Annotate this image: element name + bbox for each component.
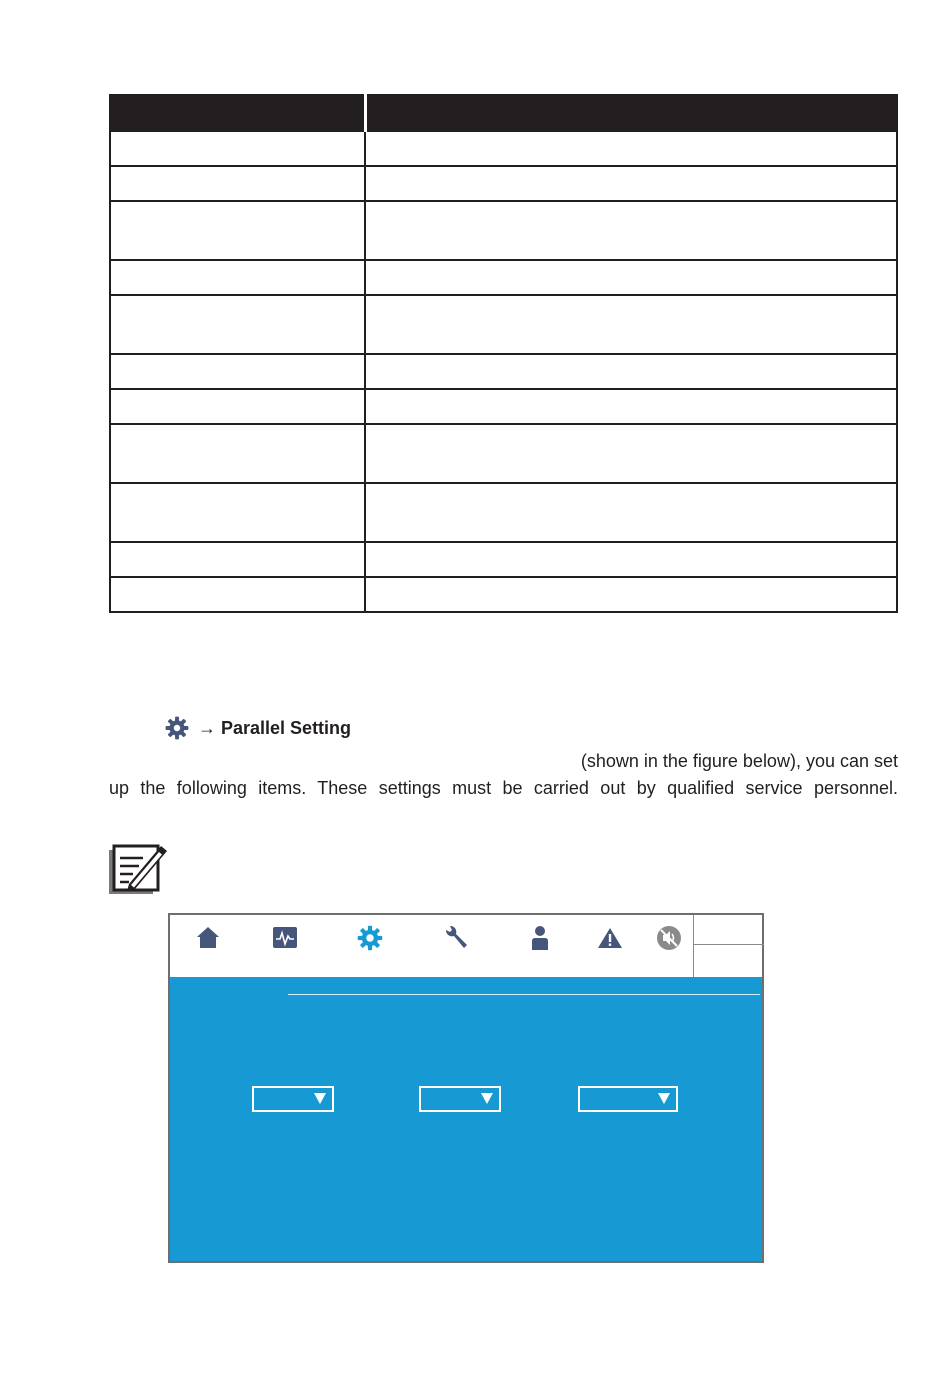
table-row — [110, 295, 897, 354]
table-cell — [365, 389, 897, 424]
paragraph-line: (shown in the figure below), you can set — [580, 751, 898, 771]
heading-text: → Parallel Setting — [198, 717, 352, 738]
table-cell — [110, 389, 365, 424]
table-row — [110, 354, 897, 389]
monitor-icon[interactable] — [270, 923, 300, 953]
dropdown-arrow-icon — [481, 1093, 493, 1104]
table-cell — [365, 424, 897, 483]
table-cell — [365, 131, 897, 166]
table-cell — [110, 260, 365, 295]
table-cell — [365, 295, 897, 354]
parallel-dropdown-3[interactable] — [578, 1086, 678, 1112]
section-heading — [164, 715, 351, 741]
status-box-divider — [694, 944, 764, 945]
table-cell — [110, 201, 365, 260]
table-cell — [365, 201, 897, 260]
home-icon[interactable] — [193, 923, 223, 953]
settings-gear-icon — [164, 715, 190, 741]
dropdown-arrow-icon — [314, 1093, 326, 1104]
title-underline — [288, 994, 760, 995]
table-row — [110, 389, 897, 424]
table-row — [110, 260, 897, 295]
table-row — [110, 424, 897, 483]
warning-icon[interactable] — [595, 923, 625, 953]
dropdown-arrow-icon — [658, 1093, 670, 1104]
note-pencil-icon — [107, 840, 169, 896]
table-cell — [110, 166, 365, 201]
spec-table — [109, 94, 898, 613]
parallel-dropdown-1[interactable] — [252, 1086, 334, 1112]
table-header-cell — [365, 95, 897, 131]
table-cell — [110, 424, 365, 483]
top-nav-bar — [170, 915, 762, 977]
table-row — [110, 131, 897, 166]
table-cell — [365, 354, 897, 389]
status-box — [693, 915, 764, 977]
table-row — [110, 483, 897, 542]
table-row — [110, 542, 897, 577]
settings-gear-icon[interactable] — [355, 923, 385, 953]
table-cell — [110, 295, 365, 354]
table-cell — [110, 131, 365, 166]
table-cell — [365, 483, 897, 542]
settings-panel — [170, 977, 762, 1261]
paragraph-line: up the following items. These settings must be carried out by qualified service personnel. — [109, 778, 898, 798]
table-row — [110, 166, 897, 201]
table-cell — [365, 542, 897, 577]
table-cell — [365, 166, 897, 201]
mute-icon[interactable] — [654, 923, 684, 953]
wrench-icon[interactable] — [441, 923, 471, 953]
table-header-row — [110, 95, 897, 131]
table-header-cell — [110, 95, 365, 131]
user-icon[interactable] — [525, 923, 555, 953]
table-cell — [110, 354, 365, 389]
table-cell — [365, 577, 897, 612]
table-cell — [110, 483, 365, 542]
table-cell — [110, 542, 365, 577]
table-cell — [110, 577, 365, 612]
table-row — [110, 577, 897, 612]
lcd-screen — [168, 913, 764, 1263]
table-cell — [365, 260, 897, 295]
table-row — [110, 201, 897, 260]
parallel-dropdown-2[interactable] — [419, 1086, 501, 1112]
